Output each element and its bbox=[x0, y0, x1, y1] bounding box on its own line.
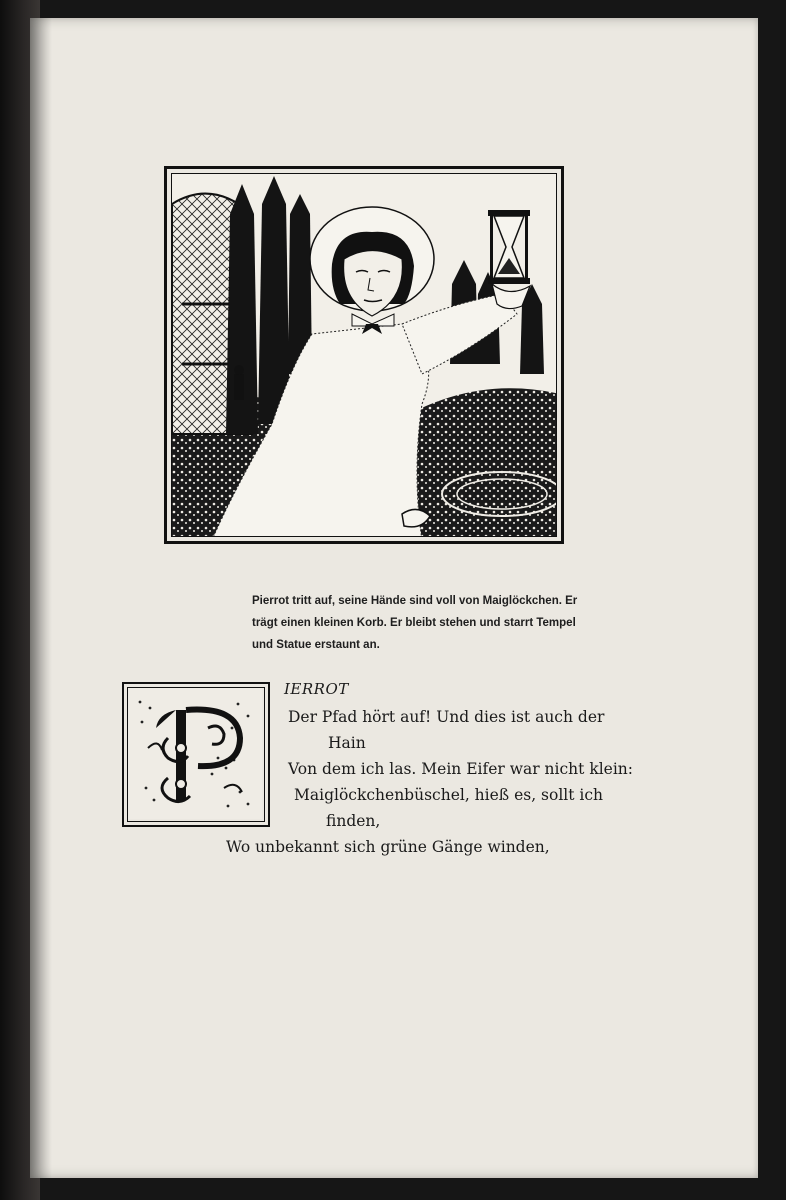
verse-line-2: Hain bbox=[328, 734, 366, 752]
verse-line-4: Maiglöckchenbüschel, hieß es, sollt ich bbox=[294, 786, 604, 804]
stage-direction-line-2: trägt einen kleinen Korb. Er bleibt stehen und starrt Tempel bbox=[252, 617, 576, 629]
verse-line-5: finden, bbox=[326, 812, 381, 830]
book-page bbox=[30, 18, 758, 1178]
verse-line-3: Von dem ich las. Mein Eifer war nicht klein: bbox=[288, 760, 634, 778]
decorated-initial-frame bbox=[127, 687, 265, 822]
verse-line-1: Der Pfad hört auf! Und dies ist auch der bbox=[288, 708, 605, 726]
ornamental-letter-p bbox=[128, 688, 262, 819]
verse-line-6: Wo unbekannt sich grüne Gänge winden, bbox=[226, 838, 550, 856]
illustration-frame bbox=[171, 173, 557, 537]
stage-direction-line-3: und Statue erstaunt an. bbox=[252, 639, 380, 651]
pierrot-illustration bbox=[164, 166, 564, 544]
stage-direction bbox=[252, 590, 642, 656]
page-gutter-shadow bbox=[30, 18, 52, 1178]
decorated-initial bbox=[122, 682, 270, 827]
pierrot-with-hourglass-drawing bbox=[172, 174, 557, 537]
stage-direction-line-1: Pierrot tritt auf, seine Hände sind voll von Maiglöckchen. Er bbox=[252, 595, 578, 607]
speaker-name: IERROT bbox=[284, 680, 349, 698]
